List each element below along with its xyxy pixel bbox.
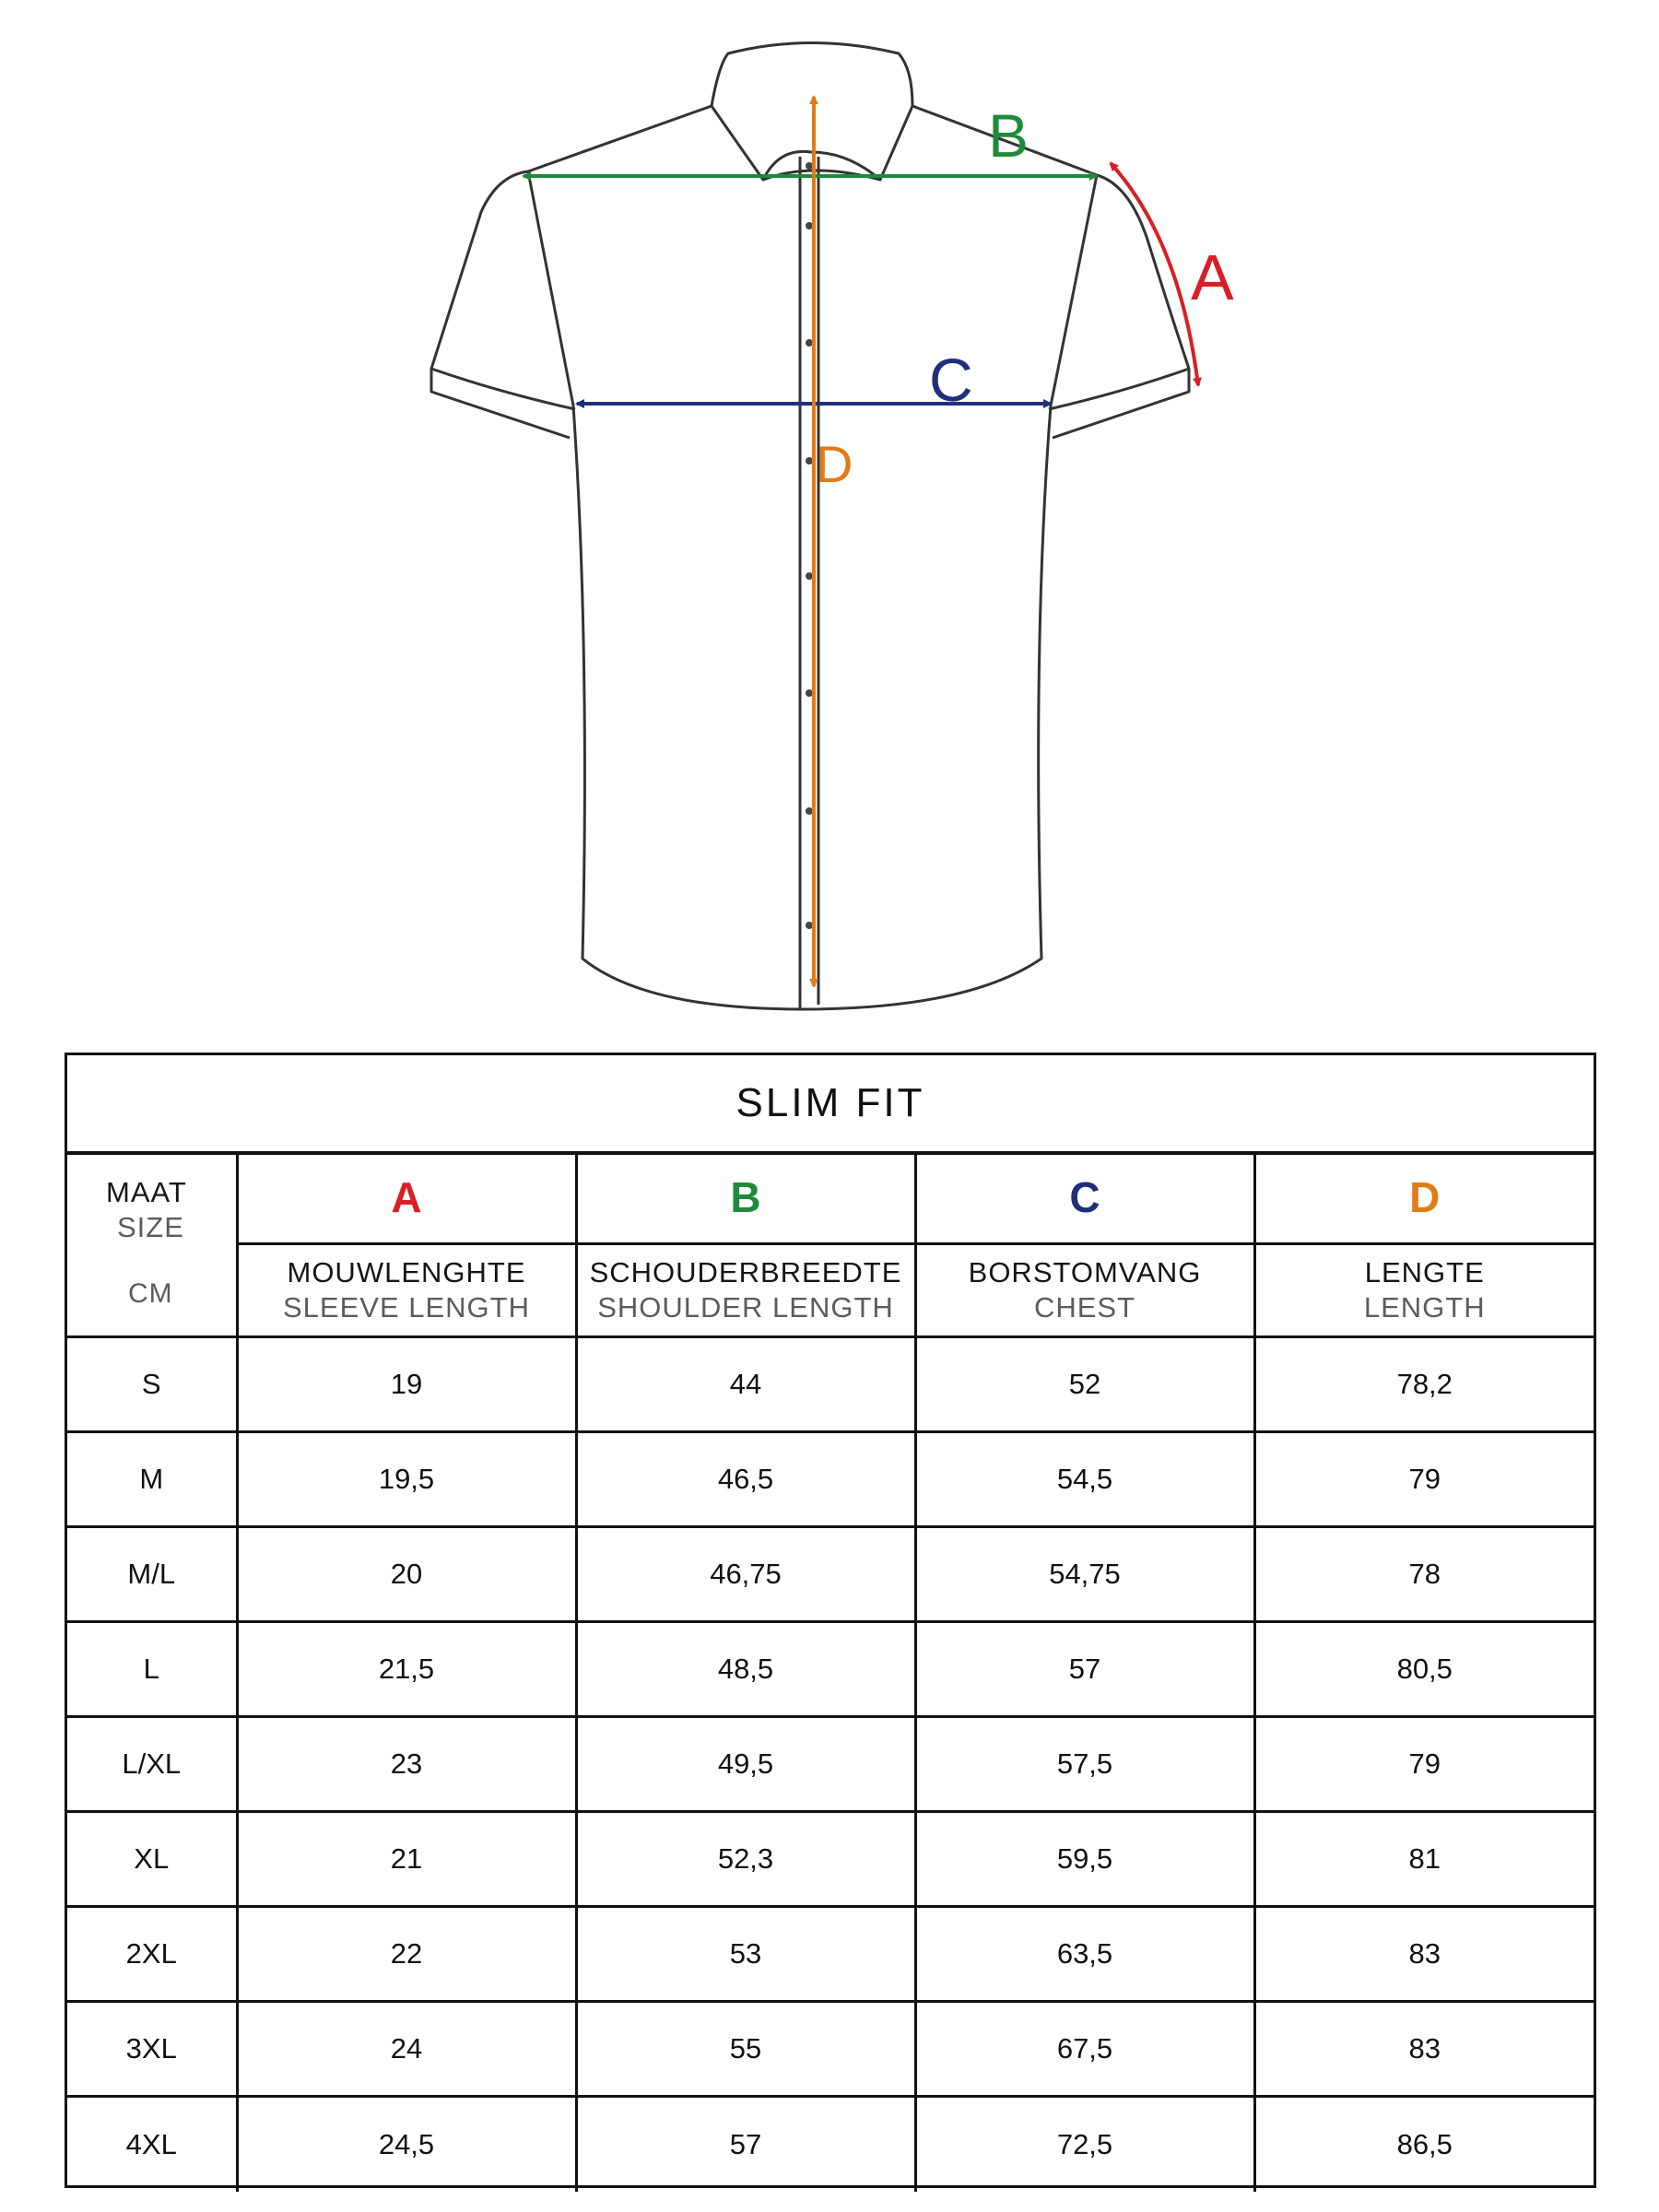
column-letter-c: C <box>915 1152 1254 1244</box>
shirt-measurement-diagram <box>0 0 1659 1041</box>
value-cell: 80,5 <box>1254 1622 1594 1717</box>
value-cell: 57 <box>576 2097 915 2193</box>
value-cell: 21,5 <box>237 1622 576 1717</box>
shirt-outline <box>431 43 1189 1010</box>
size-cell: 2XL <box>67 1907 237 2002</box>
column-letter-a: A <box>237 1152 576 1244</box>
table-row <box>67 1717 1594 1812</box>
table-row <box>67 2002 1594 2097</box>
value-cell: 24,5 <box>237 2097 576 2193</box>
table-header-letters <box>67 1152 1594 1244</box>
size-chart-title-row <box>67 1055 1594 1155</box>
shirt-buttons <box>806 162 813 929</box>
value-cell: 21 <box>237 1812 576 1907</box>
table-header-names <box>67 1244 1594 1337</box>
size-cell: 3XL <box>67 2002 237 2097</box>
size-cell: S <box>67 1337 237 1432</box>
column-letter-b: B <box>576 1152 915 1244</box>
value-cell: 72,5 <box>915 2097 1254 2193</box>
column-name-d: LENGTE LENGTH <box>1254 1244 1594 1337</box>
value-cell: 22 <box>237 1907 576 2002</box>
label-b: B <box>988 101 1030 170</box>
value-cell: 46,5 <box>576 1432 915 1527</box>
value-cell: 57,5 <box>915 1717 1254 1812</box>
size-cell: M/L <box>67 1527 237 1622</box>
label-c: C <box>929 346 973 414</box>
measure-a-line <box>1111 163 1198 385</box>
value-cell: 49,5 <box>576 1717 915 1812</box>
size-cell: L/XL <box>67 1717 237 1812</box>
value-cell: 19,5 <box>237 1432 576 1527</box>
column-name-c: BORSTOMVANG CHEST <box>915 1244 1254 1337</box>
value-cell: 19 <box>237 1337 576 1432</box>
value-cell: 59,5 <box>915 1812 1254 1907</box>
value-cell: 79 <box>1254 1432 1594 1527</box>
value-cell: 63,5 <box>915 1907 1254 2002</box>
size-chart-title: SLIM FIT <box>735 1080 925 1125</box>
value-cell: 83 <box>1254 2002 1594 2097</box>
column-letter-d: D <box>1254 1152 1594 1244</box>
table-row <box>67 1432 1594 1527</box>
unit-label: CM <box>128 1278 173 1309</box>
value-cell: 54,5 <box>915 1432 1254 1527</box>
value-cell: 79 <box>1254 1717 1594 1812</box>
size-header-nl: MAAT <box>106 1176 187 1208</box>
table-row <box>67 1337 1594 1432</box>
value-cell: 83 <box>1254 1907 1594 2002</box>
size-cell: 4XL <box>67 2097 237 2193</box>
column-name-b: SCHOUDERBREEDTE SHOULDER LENGTH <box>576 1244 915 1337</box>
shirt-drawing <box>0 0 1659 1041</box>
value-cell: 78 <box>1254 1527 1594 1622</box>
table-row <box>67 1907 1594 2002</box>
value-cell: 57 <box>915 1622 1254 1717</box>
value-cell: 55 <box>576 2002 915 2097</box>
label-a: A <box>1191 241 1234 313</box>
value-cell: 46,75 <box>576 1527 915 1622</box>
table-row <box>67 1622 1594 1717</box>
value-cell: 78,2 <box>1254 1337 1594 1432</box>
size-cell: XL <box>67 1812 237 1907</box>
value-cell: 86,5 <box>1254 2097 1594 2193</box>
table-row <box>67 1812 1594 1907</box>
table-row <box>67 1527 1594 1622</box>
value-cell: 20 <box>237 1527 576 1622</box>
value-cell: 48,5 <box>576 1622 915 1717</box>
size-cell: M <box>67 1432 237 1527</box>
value-cell: 54,75 <box>915 1527 1254 1622</box>
value-cell: 81 <box>1254 1812 1594 1907</box>
size-table <box>67 1152 1594 2192</box>
size-column-header <box>67 1152 237 1337</box>
value-cell: 67,5 <box>915 2002 1254 2097</box>
size-chart <box>65 1053 1596 2188</box>
size-cell: L <box>67 1622 237 1717</box>
value-cell: 52,3 <box>576 1812 915 1907</box>
value-cell: 44 <box>576 1337 915 1432</box>
value-cell: 23 <box>237 1717 576 1812</box>
column-name-a: MOUWLENGHTE SLEEVE LENGTH <box>237 1244 576 1337</box>
value-cell: 53 <box>576 1907 915 2002</box>
value-cell: 52 <box>915 1337 1254 1432</box>
label-d: D <box>816 435 853 493</box>
table-row <box>67 2097 1594 2193</box>
size-header-en: SIZE <box>117 1211 184 1243</box>
value-cell: 24 <box>237 2002 576 2097</box>
